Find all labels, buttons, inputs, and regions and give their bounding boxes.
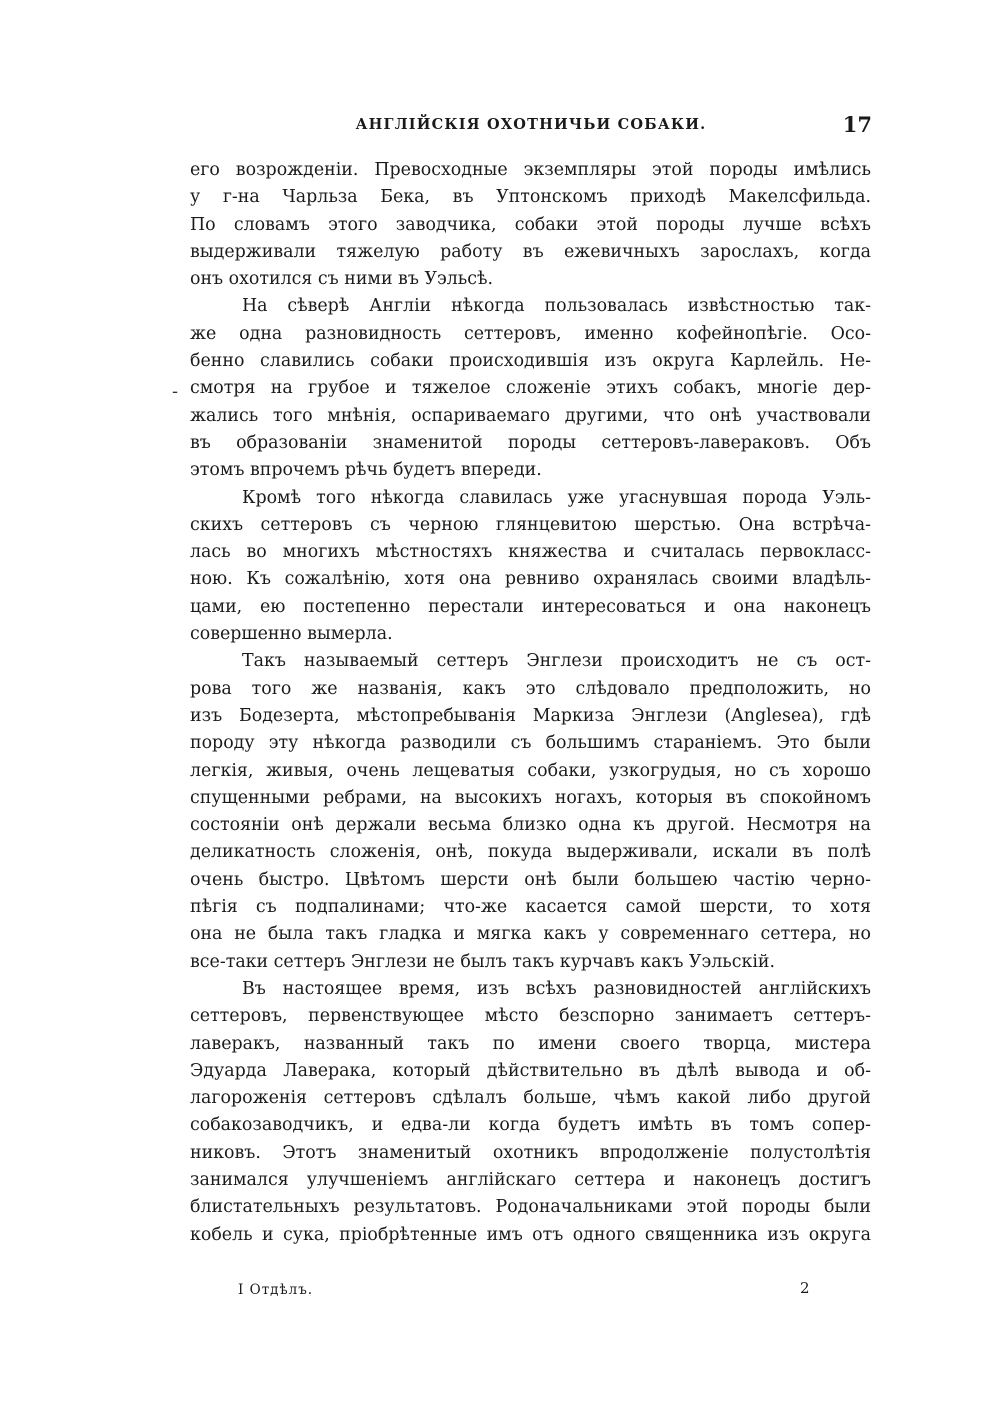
text-line: же одна разновидность сеттеровъ, именно кофейнопѣгіе. Осо- [190,323,871,344]
text-line: его возрожденіи. Превосходные экземпляры этой породы имѣлись [190,160,871,180]
text-line: блистательныхъ результатовъ. Родоначальниками этой породы были [190,1197,871,1218]
signature-mark: 2 [800,1279,810,1297]
text-line: скихъ сеттеровъ съ черною глянцевитою шерстью. Она встрѣча- [190,514,871,535]
text-line: онъ охотился съ ними въ Уэльсѣ. [190,269,494,290]
page-number: 17 [842,112,872,137]
text-line: сеттеровъ, первенствующее мѣсто безспорно занимаетъ сеттеръ- [190,1006,871,1027]
text-line: ною. Къ сожалѣнію, хотя она ревниво охранялась своими владѣль- [190,569,871,590]
text-line: она не была такъ гладка и мягка какъ у современнаго сеттера, но [190,924,871,945]
text-line: На сѣверѣ Англіи нѣкогда пользовалась извѣстностью так- [242,296,871,317]
text-line: легкія, живыя, очень лещеватыя собаки, узкогрудыя, но съ хорошо [190,760,871,781]
running-title: АНГЛІЙСКІЯ ОХОТНИЧЬИ СОБАКИ. [355,116,707,133]
section-label: I Отдѣлъ. [238,1282,314,1298]
text-line: пѣгія съ подпалинами; что-же касается самой шерсти, то хотя [190,897,871,918]
text-line: Въ настоящее время, изъ всѣхъ разновидностей англійскихъ [242,978,871,999]
text-line: спущенными ребрами, на высокихъ ногахъ, которыя въ спокойномъ [190,787,871,808]
paragraph [190,648,871,976]
text-line: смотря на грубое и тяжелое сложеніе этихъ собакъ, многіе дер- [190,378,871,399]
text-line: въ образованіи знаменитой породы сеттеровъ-лавераковъ. Объ [190,432,871,453]
running-header [190,112,872,142]
text-line: лагороженія сеттеровъ сдѣлалъ больше, чѣмъ какой либо другой [190,1088,871,1109]
text-line: занимался улучшеніемъ англійскаго сеттера и наконецъ достигъ [190,1169,871,1190]
text-line: деликатность сложенія, онѣ, покуда выдерживали, искали въ полѣ [190,842,871,863]
text-line: По словамъ этого заводчика, собаки этой породы лучше всѣхъ [190,214,871,235]
text-line: совершенно вымерла. [190,624,393,645]
text-line: у г-на Чарльза Бека, въ Уптонскомъ приходѣ Макелсфильда. [190,187,871,208]
text-line: этомъ впрочемъ рѣчь будетъ впереди. [190,460,542,481]
text-line: Такъ называемый сеттеръ Энглези происходитъ не съ ост- [242,651,871,672]
text-line: бенно славились собаки происходившія изъ округа Карлейль. Не- [190,351,871,372]
text-line: лаверакъ, названный такъ по имени своего творца, мистера [190,1033,871,1054]
paragraph [190,976,871,1249]
text-line: жались того мнѣнія, оспариваемаго другими, что онѣ участвовали [190,405,871,426]
text-line: кобель и сука, пріобрѣтенные имъ отъ одного священника изъ округа [190,1224,871,1245]
margin-mark: - [172,381,179,402]
text-line: лась во многихъ мѣстностяхъ княжества и считалась первокласс- [190,542,871,563]
text-line: никовъ. Этотъ знаменитый охотникъ впродолженіе полустолѣтія [190,1142,871,1163]
text-line: рова того же названія, какъ это слѣдовало предположить, но [190,678,871,699]
paragraph [190,293,871,484]
paragraph [190,485,871,649]
page-footer [190,1279,871,1306]
text-line: состояніи онѣ держали весьма близко одна къ другой. Несмотря на [190,815,871,836]
text-line: изъ Бодезерта, мѣстопребыванія Маркиза Энглези (Anglesea), гдѣ [190,705,871,726]
text-line: выдерживали тяжелую работу въ ежевичныхъ зарослахъ, когда [190,241,871,262]
text-line: Кромѣ того нѣкогда славилась уже угаснувшая порода Уэль- [242,487,871,508]
text-line: Эдуарда Лаверака, который дѣйствительно въ дѣлѣ вывода и об- [190,1060,871,1081]
text-line: цами, ею постепенно перестали интересоваться и она наконецъ [190,596,871,617]
text-line: все-таки сеттеръ Энглези не былъ такъ курчавъ какъ Уэльскій. [190,951,776,972]
paragraph [190,157,871,293]
text-line: породу эту нѣкогда разводили съ большимъ стараніемъ. Это были [190,733,871,754]
body-text [190,157,871,1249]
text-line: собакозаводчикъ, и едва-ли когда будетъ имѣть въ томъ сопер- [190,1115,871,1136]
text-line: очень быстро. Цвѣтомъ шерсти онѣ были большею частію черно- [190,869,871,890]
